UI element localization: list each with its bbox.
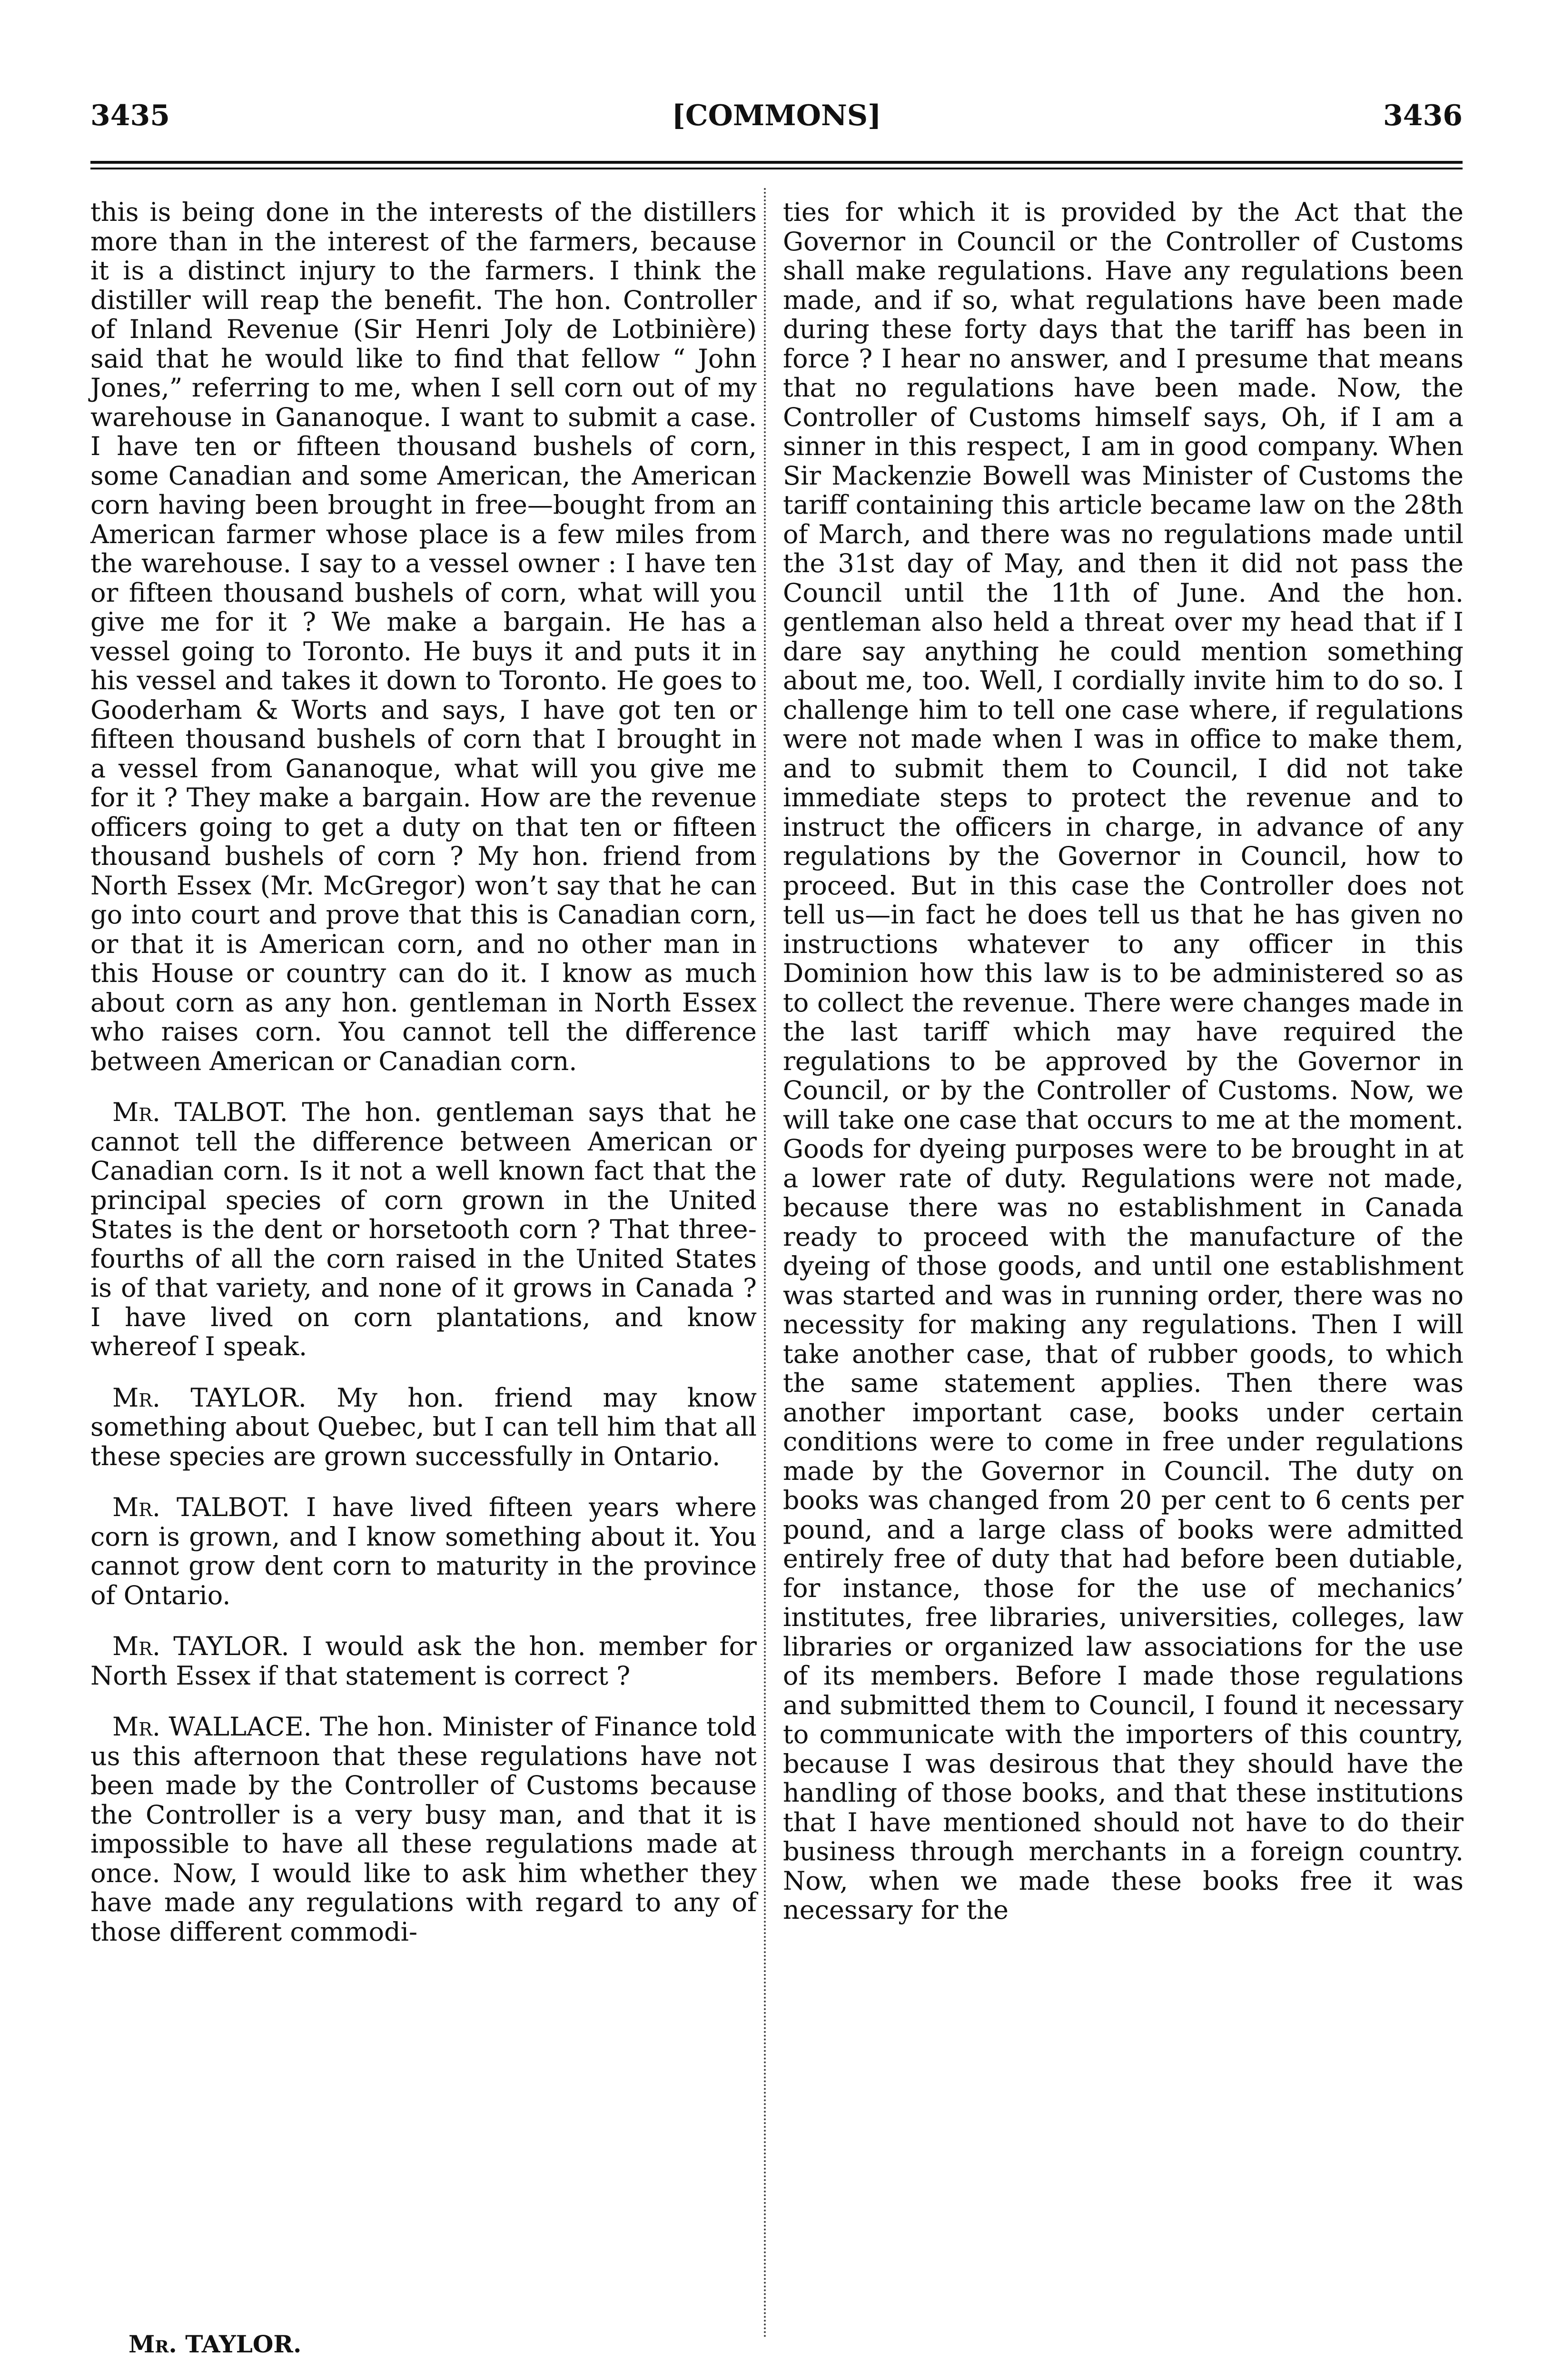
speech-text: The hon. Minister of Finance told us this afternoon that these regulations have not been made by the Controller of Customs because the Controller is a very busy man, and that it is impossible to have all these regulations made at once. Now, I would like to ask him whether they have made any regulations with regard to any of those different commodi- <box>90 1712 757 1947</box>
speech-taylor-2 <box>90 1632 757 1690</box>
page-title: [COMMONS] <box>672 99 881 132</box>
speech-text: The hon. gentleman says that he cannot tell the difference between American or Canadian corn. Is it not a well known fact that the principal species of corn grown in the United States is the dent or horsetooth corn ? That three-fourths of all the corn raised in the United States is of that variety, and none of it grows in Canada ? I have lived on corn plantations, and know whereof I speak. <box>90 1097 757 1361</box>
speech-text: I have lived fifteen years where corn is grown, and I know something about it. You cannot grow dent corn to maturity in the province of Ontario. <box>90 1492 757 1610</box>
page-number-left: 3435 <box>90 99 170 132</box>
speaker-name: Mr. WALLACE. <box>112 1712 312 1742</box>
footer-speaker: Mr. TAYLOR. <box>129 2330 302 2358</box>
speech-text: I would ask the hon. member for North Essex if that statement is correct ? <box>90 1631 757 1691</box>
speaker-name: Mr. TALBOT. <box>112 1097 288 1127</box>
paragraph: this is being done in the interests of the distillers more than in the interest of the farmers, because it is a distinct injury to the farmers. I think the distiller will reap the benefit. The hon. Controller of Inland Revenue (Sir Henri Joly de Lotbinière) said that he would like to find that fellow “ John Jones,” referring to me, when I sell corn out of my warehouse in Gananoque. I want to submit a case. I have ten or fifteen thousand bushels of corn, some Canadian and some American, the American corn having been brought in free—bought from an American farmer whose place is a few miles from the warehouse. I say to a vessel owner : I have ten or fifteen thousand bushels of corn, what will you give me for it ? We make a bargain. He has a vessel going to Toronto. He buys it and puts it in his vessel and takes it down to Toronto. He goes to Gooderham & Worts and says, I have got ten or fifteen thousand bushels of corn that I brought in a vessel from Gananoque, what will you give me for it ? They make a bargain. How are the revenue officers going to get a duty on that ten or fifteen thousand bushels of corn ? My hon. friend from North Essex (Mr. McGregor) won’t say that he can go into court and prove that this is Canadian corn, or that it is American corn, and no other man in this House or country can do it. I know as much about corn as any hon. gentleman in North Essex who raises corn. You cannot tell the difference between American or Canadian corn. <box>90 197 757 1076</box>
right-column <box>783 198 1464 1929</box>
speech-wallace <box>90 1712 757 1946</box>
speaker-name: Mr. TALBOT. <box>112 1492 290 1522</box>
column-divider <box>764 188 766 2340</box>
page-header <box>90 94 1463 137</box>
header-rule-top <box>90 161 1463 164</box>
paragraph: ties for which it is provided by the Act that the Governor in Council or the Controller of Customs shall make regulations. Have any regulations been made, and if so, what regulations have been made during these forty days that the tariff has been in force ? I hear no answer, and I presume that means that no regulations have been made. Now, the Controller of Customs himself says, Oh, if I am a sinner in this respect, I am in good company. When Sir Mackenzie Bowell was Minister of Customs the tariff containing this article became law on the 28th of March, and there was no regulations made until the 31st day of May, and then it did not pass the Council until the 11th of June. And the hon. gentleman also held a threat over my head that if I dare say anything he could mention something about me, too. Well, I cordially invite him to do so. I challenge him to tell one case where, if regulations were not made when I was in office to make them, and to submit them to Council, I did not take immediate steps to protect the revenue and to instruct the officers in charge, in advance of any regulations by the Governor in Council, how to proceed. But in this case the Controller does not tell us—in fact he does tell us that he has given no instructions whatever to any officer in this Dominion how this law is to be administered so as to collect the revenue. There were changes made in the last tariff which may have required the regulations to be approved by the Governor in Council, or by the Controller of Customs. Now, we will take one case that occurs to me at the moment. Goods for dyeing purposes were to be brought in at a lower rate of duty. Regulations were not made, because there was no establishment in Canada ready to proceed with the manufacture of the dyeing of those goods, and until one establishment was started and was in running order, there was no necessity for making any regulations. Then I will take another case, that of rubber goods, to which the same statement applies. Then there was another important case, books under certain conditions were to come in free under regulations made by the Governor in Council. The duty on books was changed from 20 per cent to 6 cents per pound, and a large class of books were admitted entirely free of duty that had before been dutiable, for instance, those for the use of mechanics’ institutes, free libraries, universities, colleges, law libraries or organized law associations for the use of its members. Before I made those regulations and submitted them to Council, I found it necessary to communicate with the importers of this country, because I was desirous that they should have the handling of those books, and that these institutions that I have mentioned should not have to do their business through merchants in a foreign country. Now, when we made these books free it was necessary for the <box>783 197 1464 1925</box>
header-rule-bottom <box>90 168 1463 169</box>
page-number-right: 3436 <box>1383 99 1463 132</box>
speech-text: My hon. friend may know something about Quebec, but I can tell him that all these species are grown successfully in Ontario. <box>90 1382 757 1471</box>
speech-taylor-1 <box>90 1383 757 1471</box>
speech-talbot-2 <box>90 1493 757 1610</box>
speaker-name: Mr. TAYLOR. <box>112 1631 289 1661</box>
speaker-name: Mr. TAYLOR. <box>112 1382 307 1413</box>
left-column <box>90 198 757 1950</box>
speech-talbot-1 <box>90 1098 757 1361</box>
